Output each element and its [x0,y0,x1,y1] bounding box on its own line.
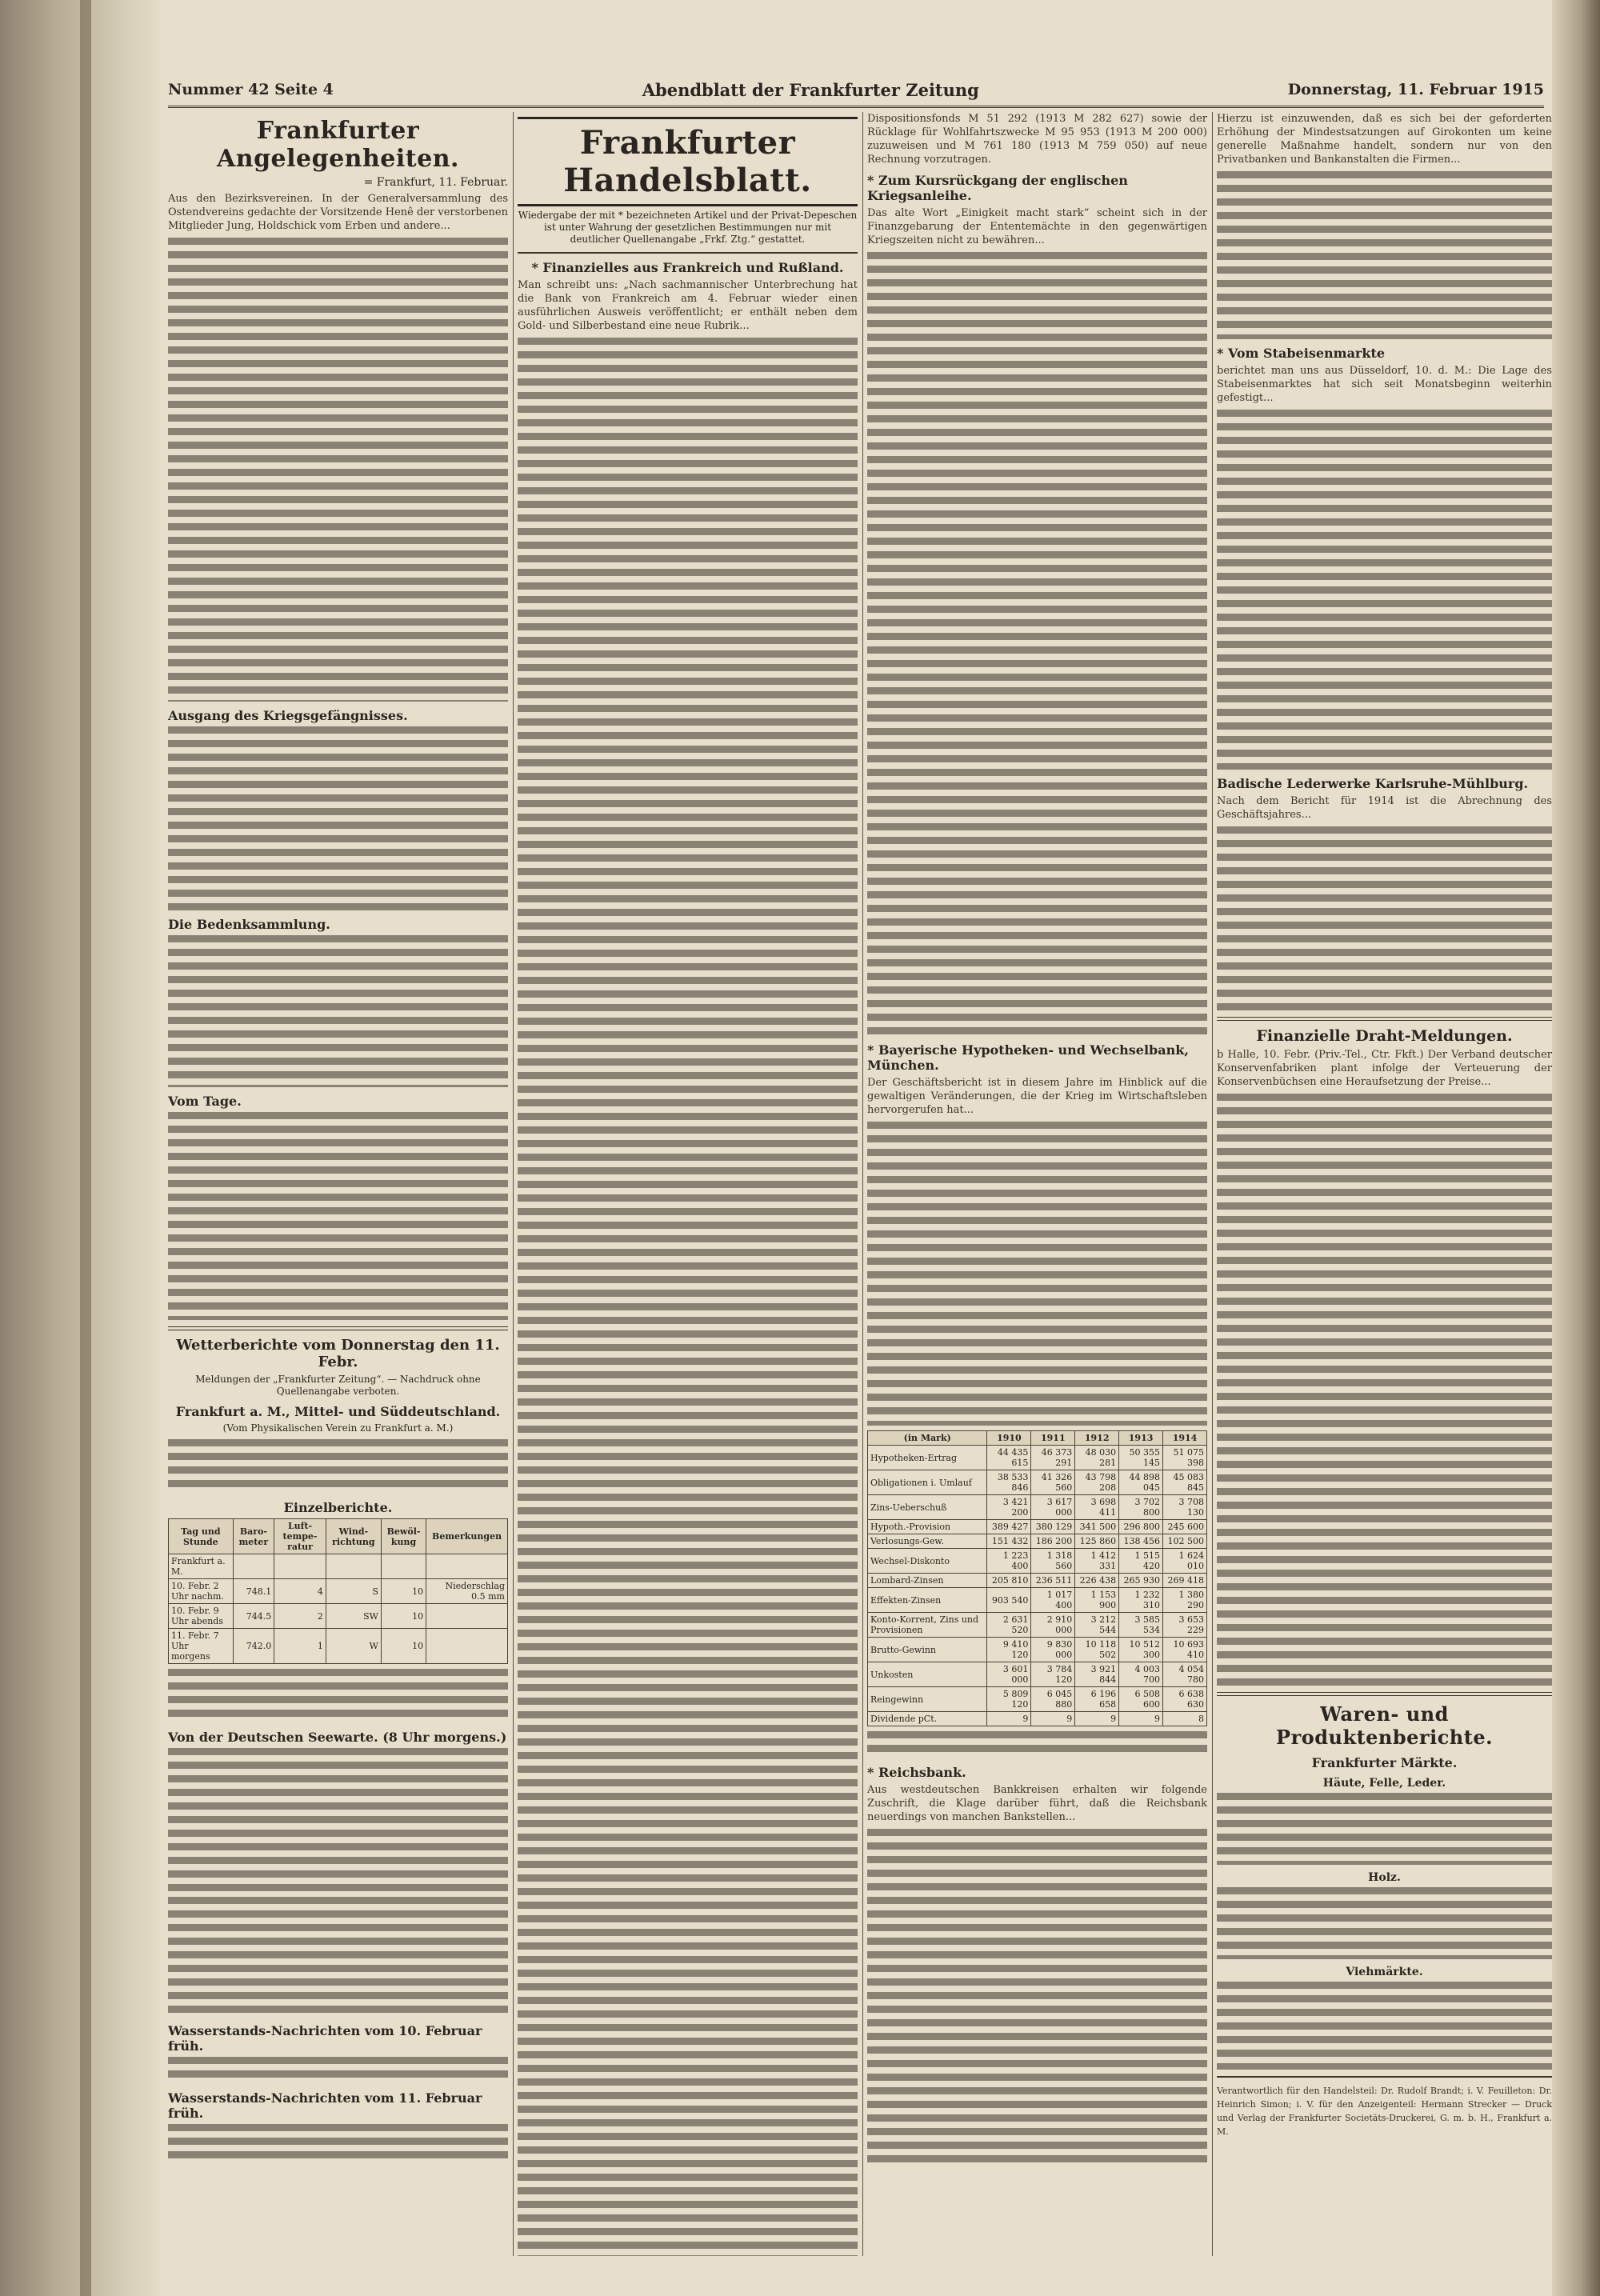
table-row [868,1588,1207,1613]
table-cell: Effekten-Zinsen [868,1588,987,1613]
einzelberichte-title: Einzelberichte. [283,1500,393,1515]
table-cell: 3 653 229 [1163,1613,1207,1638]
article-headline: * Finanzielles aus Frankreich und Rußland. [531,260,844,275]
table-cell: Hypoth.-Provision [868,1520,987,1534]
article-body [1217,1887,1552,1959]
weather-region: Frankfurt a. M., Mittel- und Süddeutschland. [175,1404,501,1419]
table-cell: 6 638 630 [1163,1687,1207,1712]
table-cell: 43 798 208 [1075,1470,1119,1495]
article-body [518,338,858,2256]
water-levels-2 [168,2124,508,2164]
bank-table-year: 1910 [987,1431,1031,1446]
section-title: Frankfurter Angelegenheiten. [216,117,459,173]
table-cell: Frankfurt a. M. [169,1554,234,1579]
article-body [168,238,508,702]
table-cell: 9 [987,1712,1031,1726]
table-cell: 1 515 420 [1119,1549,1163,1574]
table-row [868,1712,1207,1726]
telegram-reports [1217,1094,1552,1686]
article-lead: berichtet man uns aus Düsseldorf, 10. d. M.: Die Lage des Stabeisenmarktes hat sich seit Monatsbeginn weiterhin gefestigt... [1217,365,1552,404]
table-row [868,1534,1207,1549]
table-cell: 3 601 000 [987,1662,1031,1687]
table-cell [426,1604,508,1629]
table-cell: Niederschlag 0.5 mm [426,1579,508,1604]
table-cell: 1 017 400 [1031,1588,1075,1613]
issue-date: Donnerstag, 11. Februar 1915 [1287,81,1544,98]
table-cell: SW [326,1604,381,1629]
table-cell: 742.0 [233,1629,274,1664]
table-cell: 1 380 290 [1163,1588,1207,1613]
table-cell: 2 631 520 [987,1613,1031,1638]
table-row [868,1613,1207,1638]
table-cell: 2 [274,1604,326,1629]
article-lead: Aus westdeutschen Bankkreisen erhalten wir folgende Zuschrift, die Klage darüber führt, daß die Reichsbank neuerdings von manchen Bankstellen... [867,1784,1207,1823]
table-row [868,1574,1207,1588]
table-cell: 151 432 [987,1534,1031,1549]
table-cell: 3 617 000 [1031,1495,1075,1520]
table-cell: 269 418 [1163,1574,1207,1588]
table-cell: 1 [274,1629,326,1664]
table-cell: 10. Febr. 9 Uhr abends [169,1604,234,1629]
weather-table-header: Wind-richtung [326,1519,381,1554]
table-cell: 3 921 844 [1075,1662,1119,1687]
table-cell: 10 [381,1604,426,1629]
column-rule [1212,112,1213,2256]
column-rule [513,112,514,2256]
article-headline: * Zum Kursrückgang der englischen Kriegsanleihe. [867,173,1128,203]
table-cell: 10 [381,1629,426,1664]
table-cell: S [326,1579,381,1604]
table-cell [326,1554,381,1579]
article-headline: * Vom Stabeisenmarkte [1217,346,1386,361]
table-cell: 10 [381,1579,426,1604]
article-headline: * Bayerische Hypotheken- und Wechselbank, München. [867,1042,1189,1073]
table-cell: 125 860 [1075,1534,1119,1549]
table-row [868,1687,1207,1712]
table-row [169,1604,508,1629]
table-cell: 1 153 900 [1075,1588,1119,1613]
article-body [867,1122,1207,1426]
table-cell: Brutto-Gewinn [868,1638,987,1662]
table-cell: 9 [1031,1712,1075,1726]
article-body [1217,410,1552,770]
column-business-news [867,112,1207,2256]
table-row [868,1470,1207,1495]
table-cell [426,1629,508,1664]
table-cell: 6 045 880 [1031,1687,1075,1712]
section-title: Waren- und Produktenberichte. [1276,1702,1493,1749]
article-lead: b Halle, 10. Febr. (Priv.-Tel., Ctr. Fkft.) Der Verband deutscher Konservenfabriken plant infolge der Verteuerung der Konservenbüchsen eine Heraufsetzung der Preise... [1217,1049,1552,1088]
subheading: Holz. [1368,1871,1401,1884]
table-cell: 3 421 200 [987,1495,1031,1520]
article-continuation: Hierzu ist einzuwenden, daß es sich bei der geforderten Erhöhung der Mindestsatzungen auf Girokonten um keine generelle Maßnahme handelt, sondern nur von den Privatbanken und Bankanstalten die Firmen... [1217,113,1552,166]
copyright-note: Wiedergabe der mit * bezeichneten Artikel und der Privat-Depeschen ist unter Wahrung der gesetzlichen Bestimmungen nur mit deutlicher Quellenangabe „Frkf. Ztg.“ gestattet. [518,210,858,245]
table-cell: 46 373 291 [1031,1446,1075,1470]
bank-table-year: 1912 [1075,1431,1119,1446]
divider [518,252,858,254]
divider [1217,1017,1552,1021]
weather-forecast [168,1439,508,1494]
table-cell: 48 030 281 [1075,1446,1119,1470]
article-headline: Badische Lederwerke Karlsruhe-Mühlburg. [1217,776,1529,791]
weather-table [168,1518,508,1664]
table-cell: Verlosungs-Gew. [868,1534,987,1549]
table-cell: Obligationen i. Umlauf [868,1470,987,1495]
table-cell: 4 003 700 [1119,1662,1163,1687]
article-body [867,1829,1207,2165]
table-cell: 6 196 658 [1075,1687,1119,1712]
table-cell: 3 784 120 [1031,1662,1075,1687]
table-cell: 3 585 534 [1119,1613,1163,1638]
table-cell: 10 693 410 [1163,1638,1207,1662]
column-handelsblatt [518,112,858,2256]
table-cell: 11. Febr. 7 Uhr morgens [169,1629,234,1664]
table-cell: 3 708 130 [1163,1495,1207,1520]
table-cell: 138 456 [1119,1534,1163,1549]
divider [1217,1692,1552,1696]
article-body [1217,1982,1552,2070]
table-cell: 9 830 000 [1031,1638,1075,1662]
dateline: = Frankfurt, 11. Februar. [363,176,508,189]
table-cell [426,1554,508,1579]
table-cell: 341 500 [1075,1520,1119,1534]
table-cell: 186 200 [1031,1534,1075,1549]
weather-overview [168,1897,508,2017]
table-cell: 4 054 780 [1163,1662,1207,1687]
table-cell: 2 910 000 [1031,1613,1075,1638]
table-cell: Wechsel-Diskonto [868,1549,987,1574]
weather-table-header: Baro-meter [233,1519,274,1554]
table-cell: 296 800 [1119,1520,1163,1534]
bank-table-year: 1911 [1031,1431,1075,1446]
article-continuation: Dispositionsfonds M 51 292 (1913 M 282 627) sowie der Rücklage für Wohlfahrtszwecke M 95 953 (1913 M 200 000) zuzuweisen und M 761 180 (1913 M 759 050) auf neue Rechnung vorzutragen. [867,113,1207,166]
table-cell: 44 435 615 [987,1446,1031,1470]
table-cell: 8 [1163,1712,1207,1726]
table-cell: 226 438 [1075,1574,1119,1588]
weather-subtitle: Meldungen der „Frankfurter Zeitung“. — Nachdruck ohne Quellenangabe verboten. [195,1374,481,1397]
table-cell: Zins-Ueberschuß [868,1495,987,1520]
divider [168,1326,508,1330]
table-cell: 38 533 846 [987,1470,1031,1495]
article-lead: Man schreibt uns: „Nach sachmannischer Unterbrechung hat die Bank von Frankreich am 4. Februar wieder einen ausführlichen Ausweis veröffentlicht; er enthält neben dem Gold- und Silberbestand eine neue Rubrik... [518,279,858,332]
table-cell: 10 118 502 [1075,1638,1119,1662]
divider [1217,2076,1552,2078]
column-local-news [168,112,508,2256]
weather-source: (Vom Physikalischen Verein zu Frankfurt a. M.) [222,1422,454,1434]
table-row [169,1629,508,1664]
weather-table-header: Bewöl-kung [381,1519,426,1554]
masthead: Abendblatt der Frankfurter Zeitung [642,79,979,100]
article-body [1217,171,1552,339]
table-row [868,1638,1207,1662]
bank-table-year: 1914 [1163,1431,1207,1446]
article-headline: * Reichsbank. [867,1765,966,1780]
table-cell [274,1554,326,1579]
table-footnote [867,1731,1207,1758]
article-body [168,935,508,1087]
table-cell: 903 540 [987,1588,1031,1613]
table-cell: W [326,1629,381,1664]
table-cell: 389 427 [987,1520,1031,1534]
table-cell [233,1554,274,1579]
table-row [868,1549,1207,1574]
issue-number: Nummer 42 Seite 4 [168,81,334,98]
subheading: Viehmärkte. [1346,1966,1423,1978]
article-lead: Das alte Wort „Einigkeit macht stark“ scheint sich in der Finanzgebarung der Ententemächte in den gegenwärtigen Kriegszeiten nicht zu bewähren... [867,207,1207,246]
table-cell: 265 930 [1119,1574,1163,1588]
section-title: Finanzielle Draht-Meldungen. [1256,1027,1513,1045]
subheading: Häute, Felle, Leder. [1322,1777,1446,1790]
table-row [169,1579,508,1604]
table-row [169,1554,508,1579]
table-cell: 1 412 331 [1075,1549,1119,1574]
table-cell: 1 624 010 [1163,1549,1207,1574]
table-cell: Konto-Korrent, Zins und Provisionen [868,1613,987,1638]
table-cell: 748.1 [233,1579,274,1604]
subheading: Die Bedenksammlung. [168,917,330,932]
column-markets [1217,112,1552,2256]
table-cell: Unkosten [868,1662,987,1687]
table-row [868,1520,1207,1534]
article-body [168,726,508,910]
article-lead: Nach dem Bericht für 1914 ist die Abrechnung des Geschäftsjahres... [1217,795,1552,821]
table-cell: 102 500 [1163,1534,1207,1549]
subheading: Ausgang des Kriegsgefängnisses. [168,708,408,723]
section-title: Frankfurter Handelsblatt. [518,117,858,206]
article-lead: Aus den Bezirksvereinen. In der Generalversammlung des Ostendvereins gedachte der Vorsitzende Henê der verstorbenen Mitglieder Jung, Holdschick vom Erben und andere... [168,193,508,232]
table-cell: 205 810 [987,1574,1031,1588]
table-row [868,1662,1207,1687]
table-cell: 1 318 560 [1031,1549,1075,1574]
table-cell: 245 600 [1163,1520,1207,1534]
table-cell: 380 129 [1031,1520,1075,1534]
table-cell: 5 809 120 [987,1687,1031,1712]
table-cell: 1 232 310 [1119,1588,1163,1613]
station-table [168,1748,508,1892]
table-cell: 6 508 600 [1119,1687,1163,1712]
table-cell: 10. Febr. 2 Uhr nachm. [169,1579,234,1604]
table-cell: 3 702 800 [1119,1495,1163,1520]
table-cell: 44 898 045 [1119,1470,1163,1495]
table-row [868,1495,1207,1520]
weather-table-header: Luft-tempe-ratur [274,1519,326,1554]
article-body [168,1112,508,1320]
table-row [868,1446,1207,1470]
subheading: Frankfurter Märkte. [1311,1755,1458,1770]
water-level-title-2: Wasserstands-Nachrichten vom 11. Februar früh. [168,2090,482,2121]
table-cell: 744.5 [233,1604,274,1629]
newspaper-sheet [160,74,1552,2258]
page-edge [1552,0,1600,2296]
article-body [867,252,1207,1036]
table-cell: 3 698 411 [1075,1495,1119,1520]
water-level-title-1: Wasserstands-Nachrichten vom 10. Februar früh. [168,2023,482,2054]
article-body [1217,1793,1552,1865]
table-cell: Reingewinn [868,1687,987,1712]
table-cell: 50 355 145 [1119,1446,1163,1470]
table-cell: Lombard-Zinsen [868,1574,987,1588]
table-cell: 10 512 300 [1119,1638,1163,1662]
table-cell: 4 [274,1579,326,1604]
table-cell: Hypotheken-Ertrag [868,1446,987,1470]
table-cell: 9 [1119,1712,1163,1726]
bank-table-unit: (in Mark) [868,1431,987,1446]
subheading: Vom Tage. [168,1094,242,1109]
table-cell: 3 212 544 [1075,1613,1119,1638]
column-rule [862,112,863,2256]
table-cell: 45 083 845 [1163,1470,1207,1495]
table-cell: 1 223 400 [987,1549,1031,1574]
weather-table-header: Bemerkungen [426,1519,508,1554]
weather-table-header: Tag und Stunde [169,1519,234,1554]
seewarte-title: Von der Deutschen Seewarte. (8 Uhr morgens.) [168,1730,507,1745]
imprint: Verantwortlich für den Handelsteil: Dr. Rudolf Brandt; i. V. Feuilleton: Dr. Heinrich Simon; i. V. für den Anzeigenteil: Hermann Strecker — Druck und Verlag der Frankfurter Societäts-Druckerei, G. m. b. H., Frankfurt a. M. [1217,2086,1552,2137]
weather-notes [168,1669,508,1723]
table-cell: 236 511 [1031,1574,1075,1588]
weather-title: Wetterberichte vom Donnerstag den 11. Febr. [176,1337,500,1370]
page-header [168,74,1544,108]
table-cell [381,1554,426,1579]
table-cell: 41 326 560 [1031,1470,1075,1495]
article-lead: Der Geschäftsbericht ist in diesem Jahre im Hinblick auf die gewaltigen Veränderungen, die der Krieg im Wirtschaftsleben hervorgerufen hat... [867,1077,1207,1116]
table-cell: 9 410 120 [987,1638,1031,1662]
bank-statistics-table [867,1430,1207,1726]
table-cell: Dividende pCt. [868,1712,987,1726]
water-levels-1 [168,2057,508,2084]
binding-edge [80,0,91,2296]
table-cell: 9 [1075,1712,1119,1726]
article-body [1217,826,1552,1010]
table-cell: 51 075 398 [1163,1446,1207,1470]
bank-table-year: 1913 [1119,1431,1163,1446]
